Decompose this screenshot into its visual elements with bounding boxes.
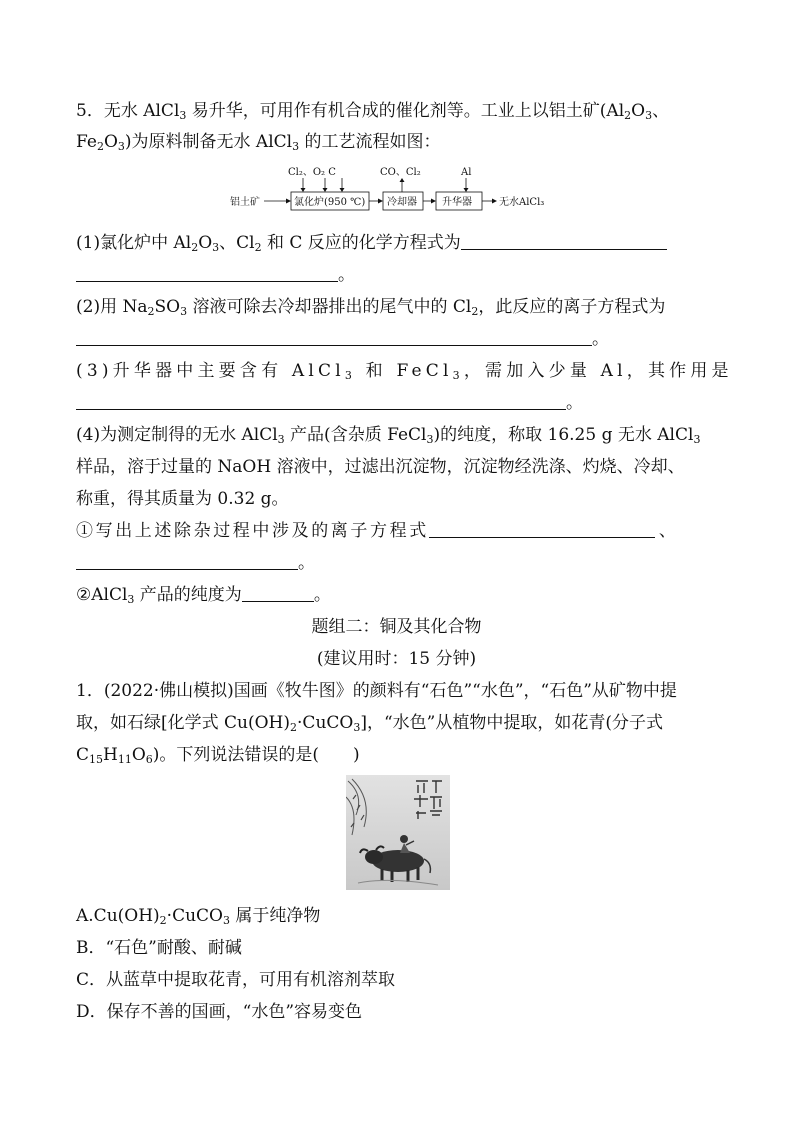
flow-start-label: 铝土矿 (230, 197, 260, 208)
answer-blank[interactable] (429, 521, 655, 538)
option-b: B．“石色”耐酸、耐碱 (76, 938, 242, 958)
option-a: $A.Cu(OH)_2\cdot CuCO_3$ 属于纯净物 (76, 906, 321, 927)
q5-part3-cont: 。 (76, 392, 583, 414)
q5-part4-line3: 称重，得其质量为 0.32 g。 (76, 489, 289, 509)
q5-part4-item1: ①写出上述除杂过程中涉及的离子方程式 、 (76, 521, 676, 541)
q5-part1: (1)氯化炉中 $Al_2O_3$、$Cl_2$ 和 C 反应的化学方程式为 (76, 232, 667, 254)
group2-time: (建议用时：15 分钟) (316, 649, 477, 669)
q5-part2: (2)用 $Na_2SO_3$ 溶液可除去冷却器排出的尾气中的 $Cl_2$，此反应的离子方程式为 (76, 297, 666, 318)
answer-blank[interactable] (76, 265, 338, 282)
q5-part1-cont: 。 (76, 264, 355, 286)
q5-part4-item1-cont: 。 (76, 552, 315, 574)
process-flow-diagram (230, 160, 570, 216)
q5-part3: (3)升华器中主要含有 AlCl$_3$ 和 FeCl$_3$，需加入少量 Al，其作用是 (76, 361, 733, 382)
q5-line-2: $Fe_2O_3$)为原料制备无水 AlCl$_3$ 的工艺流程如图： (76, 132, 441, 153)
q5-part4-line1: (4)为测定制得的无水 AlCl$_3$ 产品(含杂质 FeCl$_3$)的纯度，称取 16.25 g 无水 AlCl$_3$ (76, 425, 701, 446)
option-d: D．保存不善的国画，“水色”容易变色 (76, 1002, 363, 1022)
q5-part4-item2: ②AlCl$_3$ 产品的纯度为 。 (76, 585, 331, 606)
flow-input-sublimator: Al (461, 167, 472, 178)
q5-part4-line2: 样品，溶于过量的 NaOH 溶液中，过滤出沉淀物，沉淀物经洗涤、灼烧、冷却、 (76, 457, 685, 477)
answer-blank[interactable] (76, 393, 566, 410)
q1-line-3: $C_{15}H_{11}O_6$)。下列说法错误的是( ) (76, 745, 360, 766)
q1-line-2: 取，如石绿[化学式 $Cu(OH)_2\cdot CuCO_3$]，“水色”从植物中提取，如花青(分子式 (76, 713, 663, 734)
answer-blank[interactable] (76, 329, 592, 346)
answer-blank[interactable] (461, 233, 667, 250)
option-c: C．从蓝草中提取花青，可用有机溶剂萃取 (76, 970, 396, 990)
flow-input-chlorination: Cl₂、O₂ C (288, 167, 336, 178)
flow-box3-label: 升华器 (442, 197, 472, 208)
herding-painting-image (346, 775, 450, 890)
flow-box2-label: 冷却器 (387, 197, 417, 208)
answer-blank[interactable] (76, 553, 298, 570)
flow-box1-label: 氯化炉(950 ℃) (294, 197, 366, 208)
q1-line-1: 1．(2022·佛山模拟)国画《牧牛图》的颜料有“石色”“水色”，“石色”从矿物中提 (76, 681, 677, 701)
q5-part2-cont: 。 (76, 328, 609, 350)
q5-line-1: 5．无水 AlCl$_3$ 易升华，可用作有机合成的催化剂等。工业上以铝土矿($Al_2O_3$、 (76, 101, 670, 122)
group2-title: 题组二：铜及其化合物 (311, 617, 482, 637)
answer-blank[interactable] (242, 585, 314, 602)
flow-output-cooler: CO、Cl₂ (380, 167, 421, 178)
flow-end-label: 无水AlCl₃ (499, 197, 545, 208)
